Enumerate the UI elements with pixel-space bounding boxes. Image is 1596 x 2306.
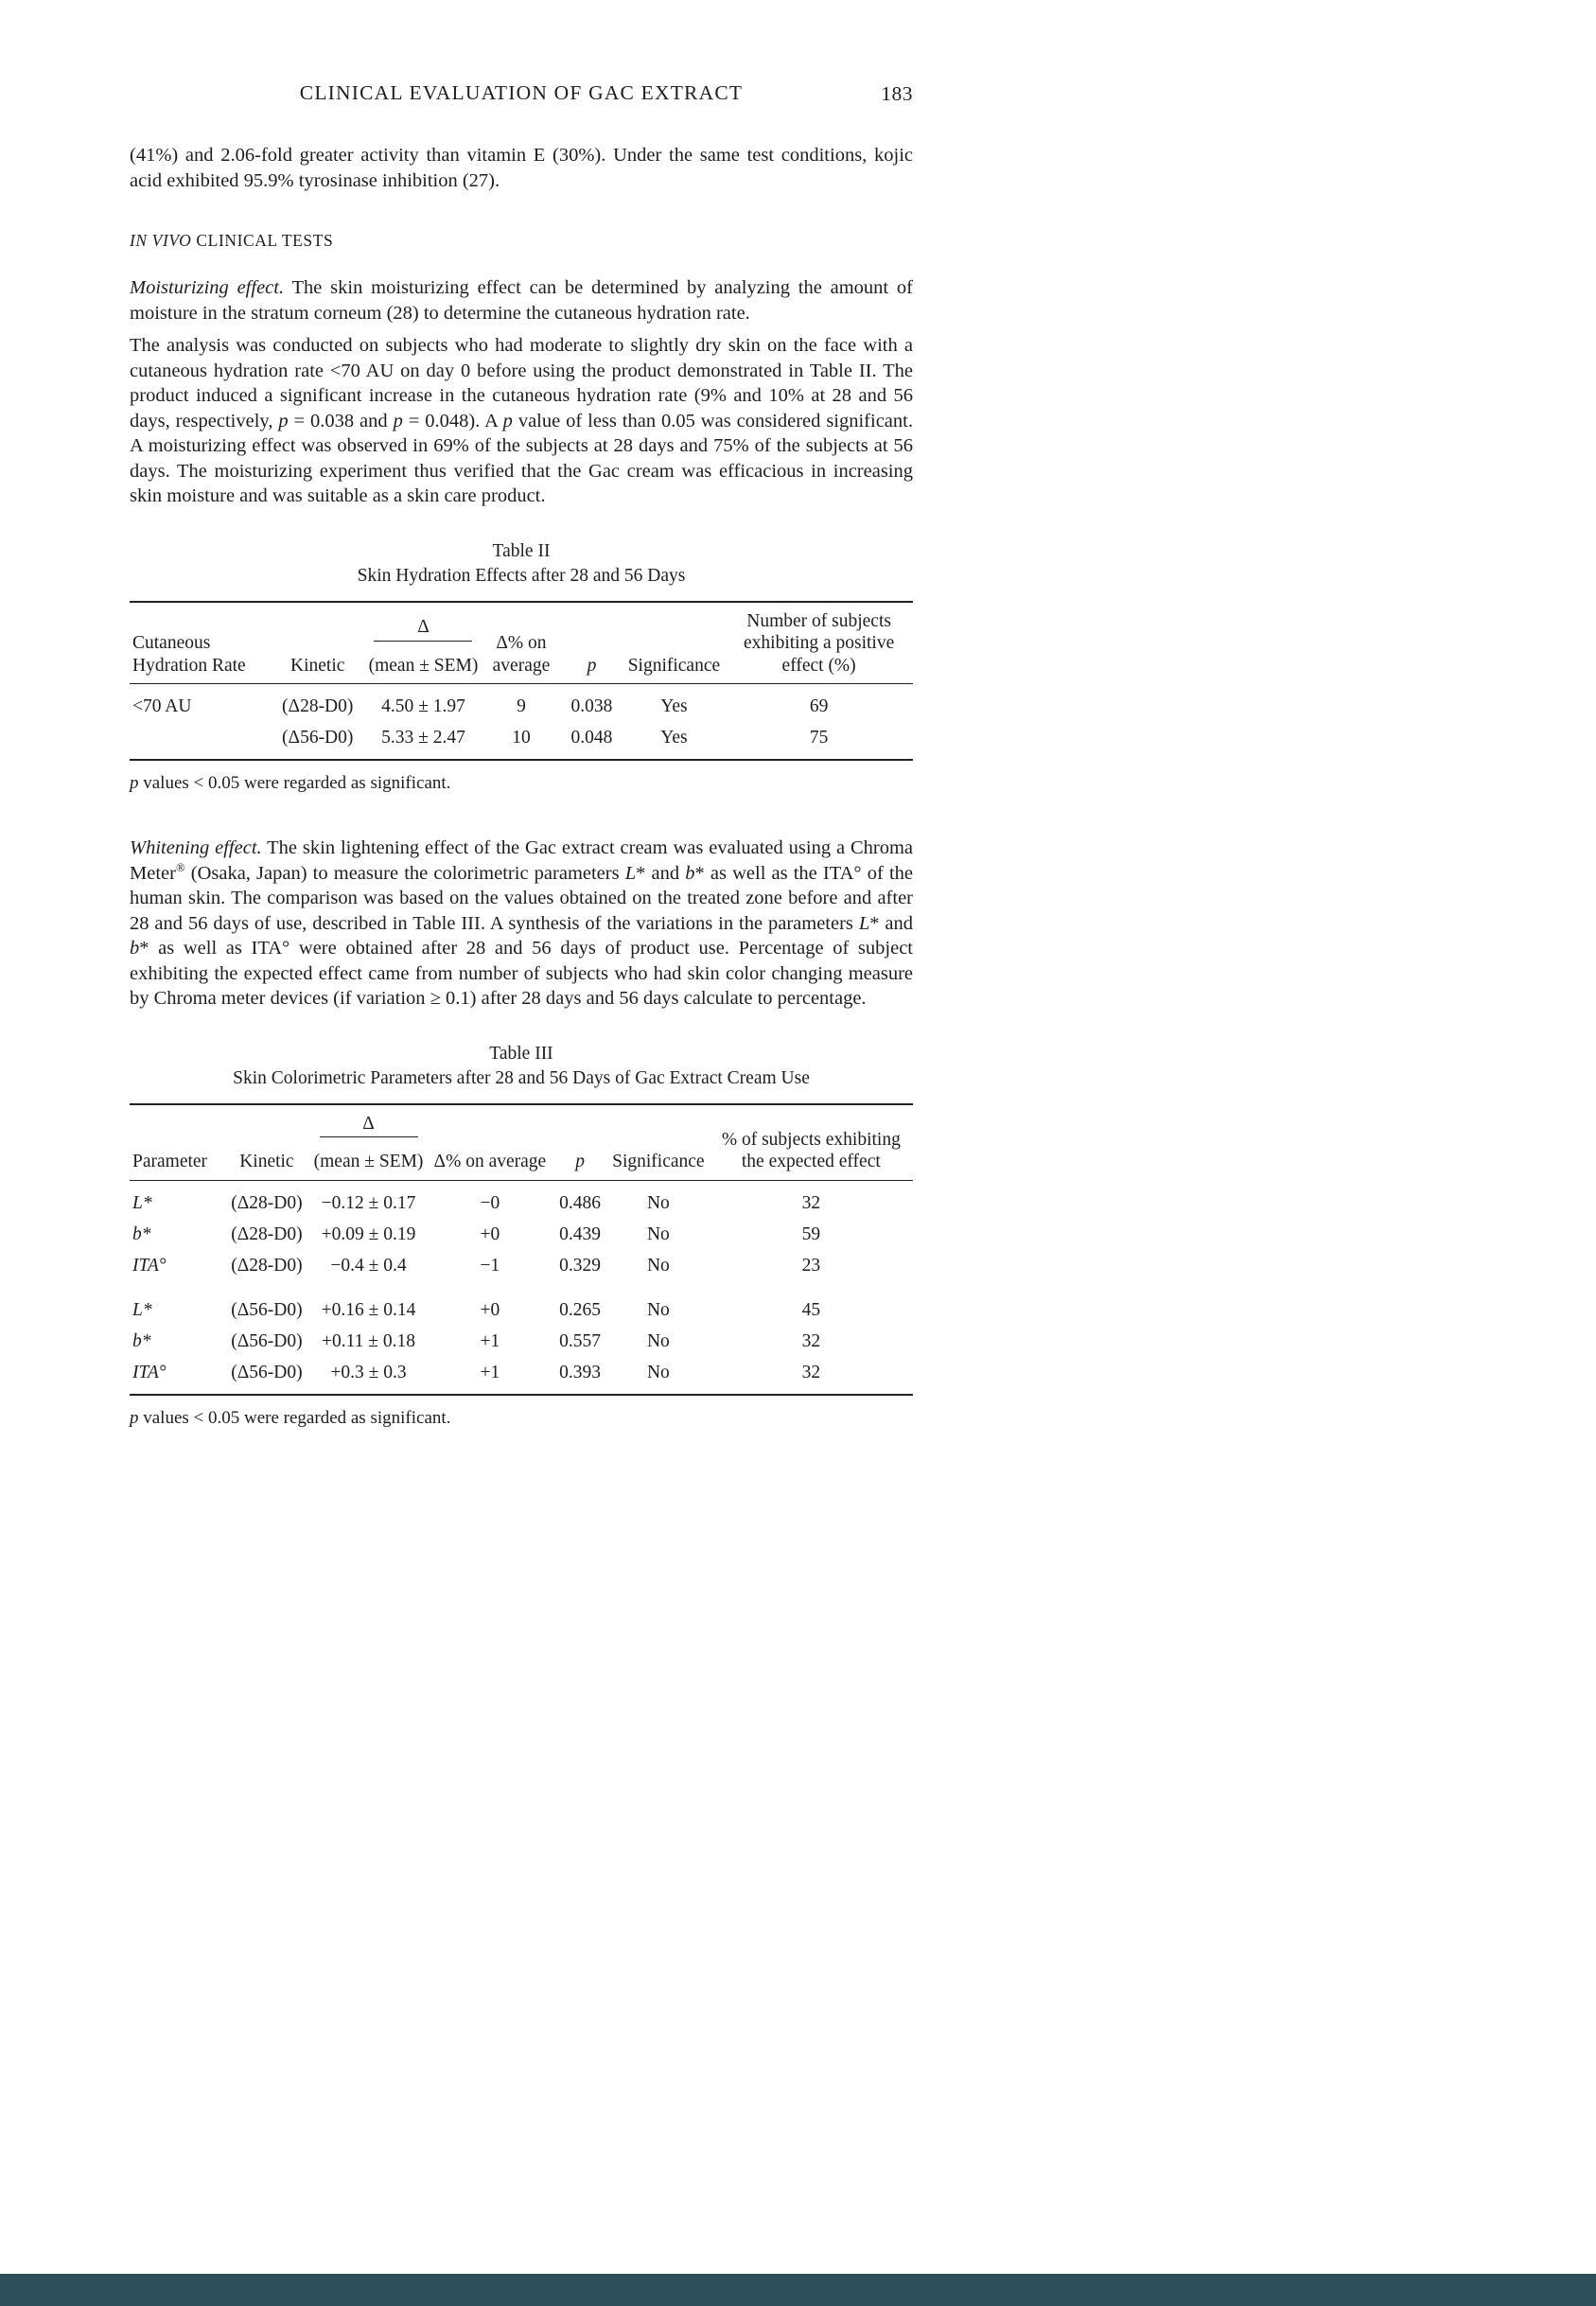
table-2 xyxy=(130,601,913,762)
table-cell: (Δ56-D0) xyxy=(231,1330,303,1351)
table-3 xyxy=(130,1103,913,1396)
col-header-cutaneous-hydration-rate: Cutaneous Hydration Rate xyxy=(132,633,246,676)
col-header-delta-pct-average: Δ% on average xyxy=(492,633,551,676)
table-2-header-row xyxy=(130,602,913,684)
table-cell: No xyxy=(646,1255,670,1276)
table-cell: ITA° xyxy=(132,1362,167,1382)
table-cell: 59 xyxy=(801,1223,821,1244)
table-cell: +1 xyxy=(480,1330,500,1351)
col-header-p-value: p xyxy=(587,655,597,676)
table-cell: 75 xyxy=(809,728,829,748)
page-number: 183 xyxy=(881,82,913,105)
table-row xyxy=(130,1250,913,1281)
section-heading-in-vivo: IN VIVO CLINICAL TESTS xyxy=(130,231,334,250)
table-cell: L* xyxy=(132,1299,152,1320)
table-cell: (Δ56-D0) xyxy=(282,728,354,748)
table-row xyxy=(130,1281,913,1326)
table-cell: (Δ56-D0) xyxy=(231,1299,303,1320)
table-cell: b* xyxy=(132,1223,151,1244)
table-cell: ITA° xyxy=(132,1255,167,1276)
col-header-subjects-expected-effect: % of subjects exhibiting the expected effect xyxy=(721,1129,901,1171)
table-3-footnote: p values < 0.05 were regarded as significant. xyxy=(130,1407,451,1428)
table-cell: L* xyxy=(132,1192,152,1213)
table-cell: 5.33 ± 2.47 xyxy=(381,728,465,748)
viewer-bottom-bar xyxy=(0,2274,1596,2306)
table-3-header-row xyxy=(130,1104,913,1181)
table-cell: +0.11 ± 0.18 xyxy=(322,1330,416,1351)
table-cell: 23 xyxy=(801,1255,821,1276)
col-header-subjects-positive-effect: Number of subjects exhibiting a positive effect (%) xyxy=(744,610,895,676)
table-cell: +0 xyxy=(480,1223,500,1244)
table-3-block xyxy=(130,1042,913,1429)
table-cell: 0.557 xyxy=(559,1330,601,1351)
table-row xyxy=(130,1357,913,1395)
table-cell: 4.50 ± 1.97 xyxy=(381,696,465,716)
table-cell: 10 xyxy=(512,728,531,748)
table-cell: −0.12 ± 0.17 xyxy=(321,1192,416,1213)
table-3-subtitle: Skin Colorimetric Parameters after 28 and 56 Days of Gac Extract Cream Use xyxy=(233,1067,810,1088)
table-cell: No xyxy=(646,1223,670,1244)
table-cell: 69 xyxy=(809,696,829,716)
table-cell: <70 AU xyxy=(132,696,192,716)
col-header-kinetic: Kinetic xyxy=(239,1152,294,1171)
table-2-title: Table II xyxy=(492,540,551,561)
table-cell: 0.048 xyxy=(570,728,613,748)
table-cell: Yes xyxy=(660,728,688,748)
table-cell: 45 xyxy=(801,1299,821,1320)
table-cell: (Δ28-D0) xyxy=(231,1223,303,1244)
col-header-significance: Significance xyxy=(627,655,721,676)
running-head xyxy=(130,81,913,105)
col-header-significance: Significance xyxy=(612,1152,705,1171)
table-cell: 32 xyxy=(801,1362,821,1382)
table-cell: +0.16 ± 0.14 xyxy=(321,1299,416,1320)
delta-symbol: Δ xyxy=(374,616,472,642)
table-cell: No xyxy=(646,1330,670,1351)
table-cell: (Δ28-D0) xyxy=(231,1255,303,1276)
table-cell: No xyxy=(646,1362,670,1382)
table-cell: 32 xyxy=(801,1192,821,1213)
page-title: CLINICAL EVALUATION OF GAC EXTRACT xyxy=(299,81,744,104)
table-cell: (Δ28-D0) xyxy=(282,696,354,716)
table-cell: 0.486 xyxy=(559,1192,601,1213)
table-row xyxy=(130,1219,913,1250)
table-2-subtitle: Skin Hydration Effects after 28 and 56 Days xyxy=(357,565,686,586)
table-cell: No xyxy=(646,1299,670,1320)
table-cell xyxy=(130,722,271,760)
table-cell: 0.439 xyxy=(559,1223,601,1244)
col-header-kinetic: Kinetic xyxy=(290,655,345,676)
table-row xyxy=(130,722,913,760)
table-cell: b* xyxy=(132,1330,151,1351)
table-cell: 0.265 xyxy=(559,1299,601,1320)
col-header-p-value: p xyxy=(575,1152,585,1171)
table-cell: No xyxy=(646,1192,670,1213)
table-cell: 0.038 xyxy=(570,696,613,716)
table-2-footnote: p values < 0.05 were regarded as significant. xyxy=(130,773,451,793)
table-cell: +0.3 ± 0.3 xyxy=(330,1362,407,1382)
table-cell: +1 xyxy=(480,1362,500,1382)
table-row xyxy=(130,1180,913,1219)
col-header-delta-mean-sem: Δ (mean ± SEM) xyxy=(313,1113,424,1171)
table-cell: −1 xyxy=(480,1255,500,1276)
table-cell: (Δ56-D0) xyxy=(231,1362,303,1382)
col-header-parameter: Parameter xyxy=(132,1152,208,1171)
paragraph-analysis: The analysis was conducted on subjects who had moderate to slightly dry skin on the face with a cutaneous hydration rate <70 AU on day 0 before using the product demonstrated in Table II. The product induced a significant increase in the cutaneous hydration rate (9% and 10% at 28 and 56 days, respectively, p = 0.038 and p = 0.048). A p value of less than 0.05 was considered significant. A moisturizing effect was observed in 69% of the subjects at 28 days and 75% of the subjects at 56 days. The moisturizing experiment thus verified that the Gac cream was efficacious in increasing skin moisture and was suitable as a skin care product. xyxy=(130,335,913,506)
table-cell: +0 xyxy=(480,1299,500,1320)
table-cell: 0.329 xyxy=(559,1255,601,1276)
table-row xyxy=(130,1326,913,1357)
page-content xyxy=(130,0,913,1429)
table-cell: 0.393 xyxy=(559,1362,601,1382)
table-cell: (Δ28-D0) xyxy=(231,1192,303,1213)
table-cell: −0 xyxy=(480,1192,500,1213)
table-cell: Yes xyxy=(660,696,688,716)
table-2-block xyxy=(130,539,913,795)
paragraph-moisturizing-effect: Moisturizing effect. The skin moisturizing effect can be determined by analyzing the amount of moisture in the stratum corneum (28) to determine the cutaneous hydration rate. xyxy=(130,277,913,324)
table-cell: −0.4 ± 0.4 xyxy=(330,1255,407,1276)
table-3-title: Table III xyxy=(489,1043,553,1064)
paragraph-intro: (41%) and 2.06-fold greater activity than vitamin E (30%). Under the same test conditions, kojic acid exhibited 95.9% tyrosinase inhibition (27). xyxy=(130,145,913,191)
paragraph-whitening-effect: Whitening effect. The skin lightening effect of the Gac extract cream was evaluated using a Chroma Meter® (Osaka, Japan) to measure the colorimetric parameters L* and b* as well as the ITA° of the human skin. The comparison was based on the values obtained on the treated zone before and after 28 and 56 days of use, described in Table III. A synthesis of the variations in the parameters L* and b* as well as ITA° were obtained after 28 and 56 days of product use. Percentage of subject exhibiting the expected effect came from number of subjects who had skin color changing measure by Chroma meter devices (if variation ≥ 0.1) after 28 days and 56 days calculate to percentage. xyxy=(130,837,914,1009)
table-row xyxy=(130,684,913,723)
table-cell: +0.09 ± 0.19 xyxy=(321,1223,416,1244)
col-header-delta-mean-sem: Δ (mean ± SEM) xyxy=(368,617,479,676)
table-cell: 32 xyxy=(801,1330,821,1351)
col-header-delta-pct-average: Δ% on average xyxy=(433,1152,547,1171)
delta-symbol: Δ xyxy=(320,1113,418,1138)
table-cell: 9 xyxy=(517,696,526,716)
